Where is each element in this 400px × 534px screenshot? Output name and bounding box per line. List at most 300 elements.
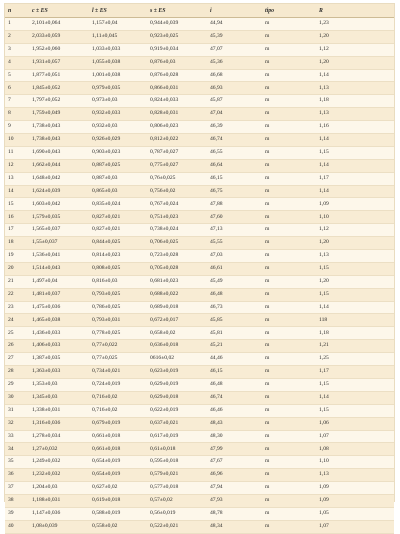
table-row xyxy=(5,314,394,327)
cell-tipo: m xyxy=(262,482,316,495)
cell-tipo: m xyxy=(262,520,316,533)
cell-n: 31 xyxy=(5,404,29,417)
cell-r: 1,15 xyxy=(316,146,394,159)
cell-s: 0,866±0,031 xyxy=(147,82,207,95)
cell-n: 19 xyxy=(5,250,29,263)
cell-tipo: m xyxy=(262,314,316,327)
cell-s: 0,672±0,017 xyxy=(147,314,207,327)
table-row xyxy=(5,82,394,95)
cell-l: 1,157±0,04 xyxy=(89,18,147,31)
cell-i: 45,36 xyxy=(207,56,262,69)
cell-i: 45,85 xyxy=(207,314,262,327)
table-row xyxy=(5,134,394,147)
cell-l: 0,716±0,02 xyxy=(89,391,147,404)
cell-i: 47,07 xyxy=(207,43,262,56)
cell-tipo: m xyxy=(262,494,316,507)
cell-l: 0,627±0,02 xyxy=(89,482,147,495)
cell-s: 0,751±0,023 xyxy=(147,211,207,224)
cell-c: 1,738±0,043 xyxy=(29,134,89,147)
cell-tipo: m xyxy=(262,82,316,95)
table-row xyxy=(5,391,394,404)
table-frame xyxy=(4,3,395,529)
cell-s: 0,705±0,028 xyxy=(147,262,207,275)
header-r: R xyxy=(316,4,394,18)
cell-c: 1,232±0,032 xyxy=(29,469,89,482)
cell-r: 1,14 xyxy=(316,159,394,172)
cell-r: 1,14 xyxy=(316,301,394,314)
cell-s: 0,812±0,022 xyxy=(147,134,207,147)
table-row xyxy=(5,172,394,185)
cell-tipo: m xyxy=(262,250,316,263)
cell-l: 0,808±0,025 xyxy=(89,262,147,275)
cell-r: 1,25 xyxy=(316,353,394,366)
table-row xyxy=(5,443,394,456)
cell-n: 40 xyxy=(5,520,29,533)
table-row xyxy=(5,211,394,224)
cell-l: 0,778±0,025 xyxy=(89,327,147,340)
cell-r: 1,09 xyxy=(316,198,394,211)
cell-tipo: m xyxy=(262,430,316,443)
table-row xyxy=(5,494,394,507)
cell-c: 1,497±0,04 xyxy=(29,275,89,288)
table-row xyxy=(5,185,394,198)
cell-s: 0,617±0,019 xyxy=(147,430,207,443)
header-c: c ± ES xyxy=(29,4,89,18)
cell-r: 1,10 xyxy=(316,456,394,469)
cell-l: 0,844±0,025 xyxy=(89,237,147,250)
cell-i: 44,46 xyxy=(207,353,262,366)
cell-n: 6 xyxy=(5,82,29,95)
cell-n: 29 xyxy=(5,378,29,391)
cell-c: 1,475±0,036 xyxy=(29,301,89,314)
cell-r: 1,20 xyxy=(316,56,394,69)
cell-n: 11 xyxy=(5,146,29,159)
data-table xyxy=(5,4,394,534)
cell-r: 1,12 xyxy=(316,43,394,56)
cell-s: 0,522±0,021 xyxy=(147,520,207,533)
cell-r: 1,21 xyxy=(316,340,394,353)
cell-n: 13 xyxy=(5,172,29,185)
cell-i: 46,64 xyxy=(207,159,262,172)
cell-c: 1,353±0,03 xyxy=(29,378,89,391)
cell-n: 8 xyxy=(5,108,29,121)
cell-tipo: m xyxy=(262,366,316,379)
cell-s: 0,681±0,023 xyxy=(147,275,207,288)
cell-tipo: m xyxy=(262,69,316,82)
cell-tipo: m xyxy=(262,378,316,391)
cell-r: 1,18 xyxy=(316,327,394,340)
cell-r: 1,08 xyxy=(316,443,394,456)
cell-n: 21 xyxy=(5,275,29,288)
cell-i: 48,43 xyxy=(207,417,262,430)
cell-tipo: m xyxy=(262,469,316,482)
table-body xyxy=(5,18,394,534)
table-row xyxy=(5,469,394,482)
cell-l: 0,793±0,031 xyxy=(89,314,147,327)
cell-l: 0,865±0,03 xyxy=(89,185,147,198)
cell-l: 1,033±0,033 xyxy=(89,43,147,56)
cell-tipo: m xyxy=(262,391,316,404)
cell-tipo: m xyxy=(262,172,316,185)
cell-i: 47,93 xyxy=(207,494,262,507)
table-row xyxy=(5,262,394,275)
cell-tipo: m xyxy=(262,211,316,224)
cell-c: 1,465±0,038 xyxy=(29,314,89,327)
cell-tipo: m xyxy=(262,340,316,353)
cell-s: 0,806±0,023 xyxy=(147,121,207,134)
cell-s: 0,622±0,019 xyxy=(147,404,207,417)
cell-n: 14 xyxy=(5,185,29,198)
cell-i: 44,94 xyxy=(207,18,262,31)
cell-n: 16 xyxy=(5,211,29,224)
cell-tipo: m xyxy=(262,507,316,520)
table-row xyxy=(5,378,394,391)
cell-tipo: m xyxy=(262,237,316,250)
cell-i: 46,46 xyxy=(207,404,262,417)
table-row xyxy=(5,482,394,495)
cell-r: 1,16 xyxy=(316,121,394,134)
cell-l: 0,588±0,019 xyxy=(89,507,147,520)
cell-l: 1,001±0,038 xyxy=(89,69,147,82)
cell-r: 1,23 xyxy=(316,18,394,31)
cell-l: 0,724±0,019 xyxy=(89,378,147,391)
cell-i: 46,73 xyxy=(207,301,262,314)
cell-r: 1,14 xyxy=(316,185,394,198)
cell-tipo: m xyxy=(262,417,316,430)
cell-n: 4 xyxy=(5,56,29,69)
cell-tipo: m xyxy=(262,185,316,198)
cell-c: 1,690±0,043 xyxy=(29,146,89,159)
table-row xyxy=(5,69,394,82)
cell-n: 34 xyxy=(5,443,29,456)
table-row xyxy=(5,224,394,237)
cell-c: 1,147±0,036 xyxy=(29,507,89,520)
cell-i: 48,30 xyxy=(207,430,262,443)
cell-n: 2 xyxy=(5,30,29,43)
cell-n: 32 xyxy=(5,417,29,430)
cell-l: 0,558±0,02 xyxy=(89,520,147,533)
cell-i: 46,96 xyxy=(207,469,262,482)
cell-r: 1,13 xyxy=(316,82,394,95)
cell-s: 0,658±0,02 xyxy=(147,327,207,340)
cell-l: 0,793±0,025 xyxy=(89,288,147,301)
cell-n: 9 xyxy=(5,121,29,134)
cell-c: 1,27±0,032 xyxy=(29,443,89,456)
cell-l: 0,932±0,03 xyxy=(89,121,147,134)
cell-r: 1,12 xyxy=(316,224,394,237)
cell-c: 1,436±0,033 xyxy=(29,327,89,340)
cell-tipo: m xyxy=(262,121,316,134)
cell-c: 1,188±0,031 xyxy=(29,494,89,507)
header-row xyxy=(5,4,394,18)
cell-c: 1,579±0,035 xyxy=(29,211,89,224)
cell-n: 20 xyxy=(5,262,29,275)
cell-r: 1,20 xyxy=(316,275,394,288)
cell-c: 1,204±0,03 xyxy=(29,482,89,495)
cell-n: 25 xyxy=(5,327,29,340)
cell-s: 0,787±0,027 xyxy=(147,146,207,159)
cell-r: 1,07 xyxy=(316,430,394,443)
cell-r: 1,15 xyxy=(316,262,394,275)
cell-l: 0,973±0,03 xyxy=(89,95,147,108)
table-row xyxy=(5,198,394,211)
cell-n: 30 xyxy=(5,391,29,404)
cell-c: 1,648±0,042 xyxy=(29,172,89,185)
cell-n: 1 xyxy=(5,18,29,31)
cell-n: 3 xyxy=(5,43,29,56)
cell-r: 118 xyxy=(316,314,394,327)
cell-n: 33 xyxy=(5,430,29,443)
cell-c: 1,952±0,060 xyxy=(29,43,89,56)
cell-tipo: m xyxy=(262,108,316,121)
cell-i: 47,88 xyxy=(207,198,262,211)
cell-s: 0,595±0,018 xyxy=(147,456,207,469)
cell-n: 23 xyxy=(5,301,29,314)
cell-r: 1,17 xyxy=(316,172,394,185)
cell-i: 45,87 xyxy=(207,95,262,108)
cell-s: 0,57±0,02 xyxy=(147,494,207,507)
cell-r: 1,07 xyxy=(316,520,394,533)
cell-s: 0,636±0,018 xyxy=(147,340,207,353)
cell-s: 0,923±0,025 xyxy=(147,30,207,43)
cell-r: 1,13 xyxy=(316,108,394,121)
cell-n: 12 xyxy=(5,159,29,172)
cell-l: 0,77±0,022 xyxy=(89,340,147,353)
cell-c: 1,603±0,042 xyxy=(29,198,89,211)
cell-n: 17 xyxy=(5,224,29,237)
cell-r: 1,18 xyxy=(316,95,394,108)
cell-s: 0,56±0,019 xyxy=(147,507,207,520)
cell-tipo: m xyxy=(262,18,316,31)
header-tipo: tipo xyxy=(262,4,316,18)
table-row xyxy=(5,56,394,69)
cell-c: 1,931±0,057 xyxy=(29,56,89,69)
cell-c: 1,345±0,03 xyxy=(29,391,89,404)
cell-l: 0,77±0,025 xyxy=(89,353,147,366)
cell-c: 1,624±0,039 xyxy=(29,185,89,198)
table-row xyxy=(5,417,394,430)
cell-n: 39 xyxy=(5,507,29,520)
cell-c: 1,387±0,035 xyxy=(29,353,89,366)
cell-i: 45,39 xyxy=(207,30,262,43)
table-row xyxy=(5,30,394,43)
cell-l: 0,926±0,029 xyxy=(89,134,147,147)
table-row xyxy=(5,108,394,121)
cell-i: 45,49 xyxy=(207,275,262,288)
cell-r: 1,17 xyxy=(316,366,394,379)
cell-s: 0,76±0,025 xyxy=(147,172,207,185)
cell-c: 1,08±0,039 xyxy=(29,520,89,533)
cell-s: 0,767±0,024 xyxy=(147,198,207,211)
cell-tipo: m xyxy=(262,327,316,340)
table-row xyxy=(5,520,394,533)
cell-i: 46,61 xyxy=(207,262,262,275)
cell-l: 0,932±0,033 xyxy=(89,108,147,121)
cell-c: 1,249±0,032 xyxy=(29,456,89,469)
cell-tipo: m xyxy=(262,353,316,366)
cell-n: 15 xyxy=(5,198,29,211)
cell-n: 36 xyxy=(5,469,29,482)
cell-tipo: m xyxy=(262,288,316,301)
cell-c: 1,278±0,034 xyxy=(29,430,89,443)
cell-tipo: m xyxy=(262,159,316,172)
cell-c: 1,877±0,051 xyxy=(29,69,89,82)
header-s: s ± ES xyxy=(147,4,207,18)
cell-s: 0,706±0,025 xyxy=(147,237,207,250)
table-row xyxy=(5,353,394,366)
cell-n: 24 xyxy=(5,314,29,327)
cell-c: 1,565±0,037 xyxy=(29,224,89,237)
cell-l: 0,979±0,035 xyxy=(89,82,147,95)
cell-tipo: m xyxy=(262,95,316,108)
cell-c: 1,738±0,043 xyxy=(29,121,89,134)
table-row xyxy=(5,456,394,469)
table-row xyxy=(5,430,394,443)
cell-n: 5 xyxy=(5,69,29,82)
cell-i: 46,55 xyxy=(207,146,262,159)
cell-n: 37 xyxy=(5,482,29,495)
cell-tipo: m xyxy=(262,146,316,159)
cell-i: 46,74 xyxy=(207,391,262,404)
table-row xyxy=(5,340,394,353)
cell-l: 0,827±0,021 xyxy=(89,211,147,224)
cell-s: 0,828±0,031 xyxy=(147,108,207,121)
table-row xyxy=(5,327,394,340)
cell-r: 1,06 xyxy=(316,417,394,430)
cell-i: 46,48 xyxy=(207,378,262,391)
cell-s: 0,775±0,027 xyxy=(147,159,207,172)
cell-tipo: m xyxy=(262,301,316,314)
cell-i: 47,94 xyxy=(207,482,262,495)
cell-tipo: m xyxy=(262,56,316,69)
table-row xyxy=(5,366,394,379)
table-row xyxy=(5,288,394,301)
cell-c: 1,845±0,052 xyxy=(29,82,89,95)
cell-r: 1,15 xyxy=(316,288,394,301)
cell-l: 0,827±0,021 xyxy=(89,224,147,237)
cell-r: 1,13 xyxy=(316,469,394,482)
cell-s: 0,824±0,033 xyxy=(147,95,207,108)
cell-tipo: m xyxy=(262,275,316,288)
table-row xyxy=(5,237,394,250)
table-row xyxy=(5,301,394,314)
cell-l: 0,661±0,018 xyxy=(89,443,147,456)
cell-tipo: m xyxy=(262,198,316,211)
cell-i: 46,39 xyxy=(207,121,262,134)
cell-l: 0,679±0,019 xyxy=(89,417,147,430)
header-i: i xyxy=(207,4,262,18)
cell-i: 47,13 xyxy=(207,224,262,237)
cell-s: 0,876±0,028 xyxy=(147,69,207,82)
cell-n: 22 xyxy=(5,288,29,301)
cell-s: 0,637±0,021 xyxy=(147,417,207,430)
cell-i: 47,99 xyxy=(207,443,262,456)
cell-r: 1,20 xyxy=(316,237,394,250)
table-row xyxy=(5,95,394,108)
cell-i: 46,75 xyxy=(207,185,262,198)
cell-s: 0,756±0,02 xyxy=(147,185,207,198)
cell-n: 18 xyxy=(5,237,29,250)
cell-l: 0,654±0,019 xyxy=(89,456,147,469)
cell-l: 0,661±0,018 xyxy=(89,430,147,443)
cell-l: 0,835±0,024 xyxy=(89,198,147,211)
cell-i: 46,48 xyxy=(207,288,262,301)
cell-i: 48,78 xyxy=(207,507,262,520)
cell-c: 1,797±0,052 xyxy=(29,95,89,108)
cell-c: 1,338±0,031 xyxy=(29,404,89,417)
cell-s: 0,688±0,022 xyxy=(147,288,207,301)
cell-i: 46,15 xyxy=(207,366,262,379)
table-row xyxy=(5,507,394,520)
cell-r: 1,09 xyxy=(316,482,394,495)
cell-i: 46,93 xyxy=(207,82,262,95)
cell-l: 0,814±0,023 xyxy=(89,250,147,263)
cell-c: 1,55±0,037 xyxy=(29,237,89,250)
cell-n: 38 xyxy=(5,494,29,507)
header-l: l ± ES xyxy=(89,4,147,18)
table-row xyxy=(5,275,394,288)
cell-l: 0,734±0,021 xyxy=(89,366,147,379)
cell-c: 1,759±0,049 xyxy=(29,108,89,121)
cell-l: 0,816±0,03 xyxy=(89,275,147,288)
cell-l: 0,887±0,025 xyxy=(89,159,147,172)
cell-tipo: m xyxy=(262,456,316,469)
cell-i: 46,68 xyxy=(207,69,262,82)
cell-n: 26 xyxy=(5,340,29,353)
cell-c: 2,033±0,059 xyxy=(29,30,89,43)
cell-s: 0,876±0,03 xyxy=(147,56,207,69)
cell-l: 0,786±0,025 xyxy=(89,301,147,314)
cell-tipo: m xyxy=(262,30,316,43)
table-row xyxy=(5,18,394,31)
cell-r: 1,15 xyxy=(316,378,394,391)
cell-i: 47,04 xyxy=(207,108,262,121)
cell-s: 0,623±0,019 xyxy=(147,366,207,379)
cell-s: 0,629±0,019 xyxy=(147,378,207,391)
cell-l: 0,654±0,019 xyxy=(89,469,147,482)
cell-i: 47,60 xyxy=(207,211,262,224)
cell-s: 0,738±0,024 xyxy=(147,224,207,237)
cell-r: 1,20 xyxy=(316,30,394,43)
cell-r: 1,13 xyxy=(316,250,394,263)
cell-s: 0616±0,02 xyxy=(147,353,207,366)
cell-s: 0,919±0,034 xyxy=(147,43,207,56)
cell-c: 1,363±0,033 xyxy=(29,366,89,379)
cell-n: 10 xyxy=(5,134,29,147)
cell-i: 48,34 xyxy=(207,520,262,533)
cell-l: 0,716±0,02 xyxy=(89,404,147,417)
cell-s: 0,577±0,018 xyxy=(147,482,207,495)
cell-c: 1,536±0,041 xyxy=(29,250,89,263)
table-row xyxy=(5,121,394,134)
cell-tipo: m xyxy=(262,134,316,147)
table-row xyxy=(5,250,394,263)
cell-r: 1,09 xyxy=(316,494,394,507)
cell-r: 1,14 xyxy=(316,134,394,147)
cell-tipo: m xyxy=(262,262,316,275)
table-row xyxy=(5,146,394,159)
cell-c: 1,662±0,044 xyxy=(29,159,89,172)
cell-s: 0,579±0,021 xyxy=(147,469,207,482)
cell-c: 1,481±0,037 xyxy=(29,288,89,301)
cell-n: 35 xyxy=(5,456,29,469)
cell-n: 28 xyxy=(5,366,29,379)
cell-l: 0,619±0,018 xyxy=(89,494,147,507)
cell-r: 1,10 xyxy=(316,211,394,224)
cell-n: 27 xyxy=(5,353,29,366)
cell-s: 0,689±0,018 xyxy=(147,301,207,314)
cell-n: 7 xyxy=(5,95,29,108)
